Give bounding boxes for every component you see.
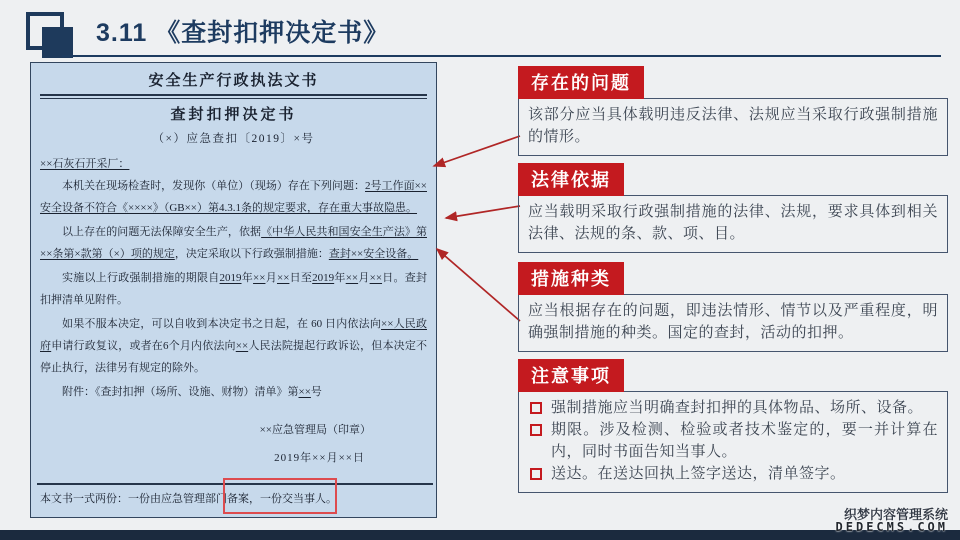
doc-paragraph-problems [40, 175, 427, 219]
footer-bar [0, 530, 960, 540]
doc-underlined-text: 2019 [219, 272, 242, 284]
doc-org-header: 安全生产行政执法文书 [148, 73, 319, 89]
doc-attachment-line [40, 381, 427, 403]
document-panel [30, 62, 437, 518]
doc-underlined-text: ×× [276, 272, 290, 284]
square-bullet-icon [530, 424, 542, 436]
doc-text: 年 [334, 272, 346, 284]
doc-underlined-text: 查封××安全设备。 [328, 248, 419, 260]
overlapping-squares-icon [26, 12, 86, 60]
card-label: 措施种类 [518, 262, 624, 295]
doc-text: 月 [358, 272, 370, 284]
annotation-card-notes [518, 359, 948, 493]
red-highlight-box [223, 478, 337, 514]
doc-paragraph-duration [40, 267, 427, 311]
card-label: 注意事项 [518, 359, 624, 392]
doc-text: 如果不服本决定，可以自收到本决定书之日起，在 60 日内依法向 [62, 318, 382, 330]
doc-paragraph-legal-basis [40, 221, 427, 265]
bullet-text: 送达。在送达回执上签字送达，清单签字。 [551, 465, 846, 482]
bullet-text: 强制措施应当明确查封扣押的具体物品、场所、设备。 [551, 399, 924, 416]
doc-underlined-text: ×× [298, 386, 311, 398]
bullet-text: 期限。涉及检测、检验或者技术鉴定的，要一并计算在内，同时书面告知当事人。 [551, 421, 938, 460]
doc-underlined-text: ×× [253, 272, 266, 284]
doc-underlined-text: ×× [345, 272, 359, 284]
card-bullet-list [518, 391, 948, 493]
doc-text: 日至 [289, 272, 313, 284]
doc-text: 年 [241, 272, 254, 284]
doc-double-rule [40, 94, 427, 99]
annotation-card-legal-basis [518, 163, 948, 253]
list-item [528, 419, 938, 463]
doc-number: （×）应急查扣〔2019〕×号 [152, 133, 315, 145]
list-item [528, 397, 938, 419]
doc-date: 2019年××月××日 [274, 452, 365, 464]
arrow-measure-type [437, 249, 520, 321]
doc-text: 本机关在现场检查时，发现你（单位）（现场）存在下列问题： [62, 180, 365, 192]
doc-title: 查封扣押决定书 [170, 107, 297, 123]
header-divider [62, 55, 941, 57]
doc-underlined-text: ×× [235, 340, 249, 352]
arrow-problems [434, 136, 520, 166]
doc-text: 申请行政复议，或者在6个月内依法向 [51, 340, 236, 352]
watermark-line2: DEDECMS.COM [835, 520, 948, 534]
filled-square-shape [42, 27, 73, 58]
arrow-legal-basis [446, 206, 520, 218]
doc-signature: ××应急管理局（印章） [259, 424, 371, 436]
doc-text: 以上存在的问题无法保障安全生产，依据 [62, 226, 262, 238]
doc-underlined-text: ×× [369, 272, 383, 284]
card-label: 存在的问题 [518, 66, 644, 99]
doc-paragraph-appeal [40, 313, 427, 379]
square-bullet-icon [530, 402, 542, 414]
page-title: 3.11 《查封扣押决定书》 [96, 19, 390, 47]
list-item [528, 463, 938, 485]
doc-text: 附件：《查封扣押（场所、设施、财物）清单》第 [62, 386, 299, 398]
card-text: 该部分应当具体载明违反法律、法规应当采取行政强制措施的情形。 [518, 98, 948, 156]
annotation-card-measure-type [518, 262, 948, 352]
watermark-line1: 织梦内容管理系统 [843, 507, 948, 522]
doc-text: 实施以上行政强制措施的期限自 [62, 272, 220, 284]
doc-underlined-text: ××人民政府 [40, 318, 427, 352]
doc-text: ，决定采取以下行政强制措施： [174, 248, 329, 260]
doc-underlined-text: 2号工作面××安全设备不符合《××××》（GB××）第4.3.1条的规定要求，存在重大事故隐患。 [40, 180, 427, 214]
annotation-card-problems [518, 66, 948, 156]
doc-text: 号 [310, 386, 322, 398]
doc-text: 日。查封扣押清单见附件。 [40, 272, 428, 306]
doc-underlined-text: 《中华人民共和国安全生产法》第××条第×款第（×）项的规定 [40, 226, 427, 260]
card-text: 应当载明采取行政强制措施的法律、法规，要求具体到相关法律、法规的条、款、项、目。 [518, 195, 948, 253]
doc-underlined-text: 2019 [312, 272, 335, 284]
doc-addressee: ××石灰石开采厂： [40, 158, 130, 170]
square-bullet-icon [530, 468, 542, 480]
card-label: 法律依据 [518, 163, 624, 196]
watermark [836, 508, 948, 534]
doc-text: 人民法院提起行政诉讼，但本决定不停止执行，法律另有规定的除外。 [40, 340, 428, 374]
doc-text: 月 [265, 272, 277, 284]
doc-footer-note: 本文书一式两份：一份由应急管理部门备案，一份交当事人。 [40, 493, 337, 505]
card-text: 应当根据存在的问题，即违法情形、情节以及严重程度，明确强制措施的种类。国定的查封，活动的扣押。 [518, 294, 948, 352]
